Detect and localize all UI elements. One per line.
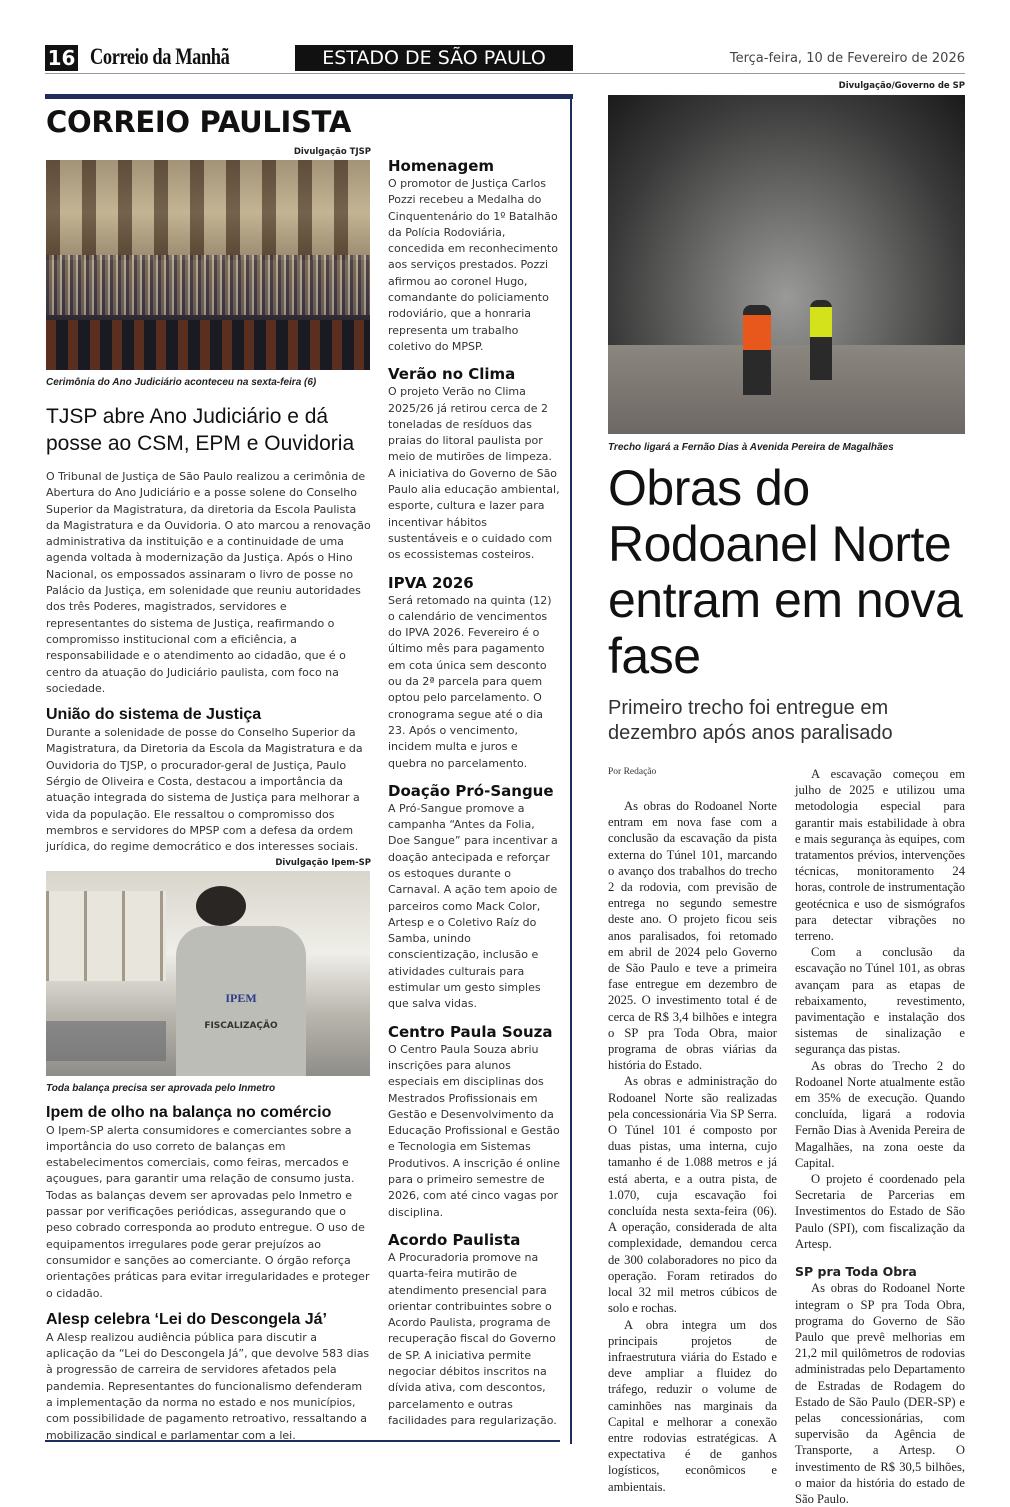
- newspaper-logo: Correio da Manhã: [90, 44, 230, 69]
- photo-caption: Cerimônia do Ano Judiciário aconteceu na sexta-feira (6): [46, 377, 317, 388]
- article-subheading: SP pra Toda Obra: [795, 1264, 917, 1280]
- issue-date: Terça-feira, 10 de Fevereiro de 2026: [729, 51, 965, 66]
- paragraph: As obras do Trecho 2 do Rodoanel Norte atualmente estão em 35% de execução. Quando concluída, ligará a rodovia Fernão Dias à Avenida Pereira de Magalhães, na zona oeste da Capital.: [795, 1058, 965, 1170]
- paragraph: Com a conclusão da escavação no Túnel 101, as obras avançam para as etapas de rebaixamento, revestimento, pavimentação e instalação dos sistemas de sinalização e segurança das pistas.: [795, 945, 965, 1057]
- paragraph: As obras e administração do Rodoanel Norte são realizadas pela concessionária Via SP Serra. O Túnel 101 é composto por duas pistas, uma interna, cujo tamanho é de 1.088 metros e já está aberta, e a outra pista, de 1.070, cuja escavação foi concluída nesta sexta-feira (06). A operação, considerada de alta complexidade, demandou cerca de 300 colaboradores no pico da operação. Foram retirados do local 32 mil metros cúbicos de solo e rochas.: [608, 1074, 777, 1316]
- article-subheading: Ipem de olho na balança no comércio: [46, 1103, 332, 1121]
- main-headline: Obras do Rodoanel Norte entram em nova fase: [608, 460, 963, 684]
- article-column-1: [608, 766, 777, 1507]
- column-kicker: CORREIO PAULISTA: [46, 105, 351, 139]
- article-body: O Tribunal de Justiça de São Paulo realizou a cerimônia de Abertura do Ano Judiciário e a posse solene do Conselho Superior da Magistratura, da diretoria da Escola Paulista da Magistratura e da Ouvidoria. O ato marcou a renovação administrativa da instituição e a continuidade de uma agenda voltada à modernização da Justiça. Após o Hino Nacional, os empossados assinaram o livro de posse no Palácio da Justiça, em solenidade que reuniu autoridades dos três Poderes, magistrados, servidores e representantes do sistema de Justiça, reafirmando o compromisso institucional com a eficiência, a responsabilidade e o atendimento ao cidadão, que é o centro da atuação do Judiciário paulista, com foco na sociedade.: [46, 470, 371, 695]
- note-item: [388, 365, 560, 563]
- inspector-photo: [46, 871, 370, 1076]
- tunnel-photo: [608, 95, 965, 434]
- section-divider: [570, 94, 572, 1444]
- section-top-bar: [45, 94, 573, 99]
- article-headline: TJSP abre Ano Judiciário e dá posse ao CSM, EPM e Ouvidoria: [46, 405, 355, 455]
- paragraph: O projeto é coordenado pela Secretaria de Parcerias em Investimentos do Estado de São Paulo (SPI), com fiscalização da Artesp.: [795, 1172, 965, 1251]
- vest-label-text: FISCALIZAÇÃO: [204, 1020, 278, 1031]
- note-item: [388, 157, 560, 355]
- article-column-2: [795, 766, 965, 1507]
- note-item: [388, 574, 560, 772]
- page-number: 16: [45, 45, 78, 71]
- article-body: O Ipem-SP alerta consumidores e comerciantes sobre a importância do uso correto de balanças em estabelecimentos comerciais, como feiras, mercados e açougues, para garantir uma relação de consumo justa. Todas as balanças devem ser aprovadas pelo Inmetro e passar por verificações periódicas, assegurando que o peso cobrado corresponda ao produto entregue. O uso de equipamentos irregulares pode gerar prejuízos ao consumidor e sanções ao comerciante. O órgão reforça orientações práticas para evitar irregularidades e proteger o cidadão.: [46, 1123, 370, 1300]
- paragraph: As obras do Rodoanel Norte integram o SP pra Toda Obra, programa do Governo de São Paulo que prevê melhorias em 21,2 mil quilômetros de rodovias administradas pelo Departamento de Estradas de Rodagem do Estado de São Paulo (DER-SP) e pelas concessionárias, com supervisão da Agência de Transporte, a Artesp. O investimento de R$ 30,5 bilhões, o maior da história do estado de São Paulo.: [795, 1281, 965, 1506]
- note-title: Homenagem: [388, 157, 495, 175]
- photo-caption: Trecho ligará a Fernão Dias à Avenida Pereira de Magalhães: [608, 442, 894, 453]
- note-title: Acordo Paulista: [388, 1230, 521, 1249]
- note-text: O projeto Verão no Clima 2025/26 já retirou cerca de 2 toneladas de resíduos das praias do litoral paulista por meio de mutirões de limpeza. A iniciativa do Governo de São Paulo alia educação ambiental, esporte, cultura e lazer para incentivar hábitos sustentáveis e o cuidado com os ecossistemas costeiros.: [388, 385, 560, 562]
- paragraph: A escavação começou em julho de 2025 e utilizou uma metodologia especial para garantir mais estabilidade à obra e mais segurança às equipes, com tratamentos prévios, intervenções técnicas, monitoramento 24 horas, controle de instrumentação geotécnica e uso de sismógrafos para detectar vibrações no terreno.: [795, 767, 965, 944]
- section-title: ESTADO DE SÃO PAULO: [295, 45, 573, 71]
- article-subheading: Alesp celebra ‘Lei do Descongela Já’: [46, 1310, 327, 1328]
- note-text: A Procuradoria promove na quarta-feira mutirão de atendimento presencial para orientar contribuintes sobre o Acordo Paulista, programa de recuperação fiscal do Governo de SP. A iniciativa permite negociar débitos inscritos na dívida ativa, com descontos, parcelamento e outras facilidades para regularização.: [388, 1250, 557, 1427]
- notes-column: [388, 150, 560, 1439]
- article-body: A Alesp realizou audiência pública para discutir a aplicação da “Lei do Descongela Já”, que devolve 583 dias à progressão de carreira de servidores afetados pela pandemia. Representantes do funcionalismo defenderam a implementação da norma no estado e nos municípios, com possibilidade de pagamento retroativo, ressaltando a mobilização sindical e parlamentar com a lei.: [46, 1330, 370, 1442]
- note-item: [388, 1023, 560, 1221]
- note-text: Será retomado na quinta (12) o calendário de vencimentos do IPVA 2026. Fevereiro é o último mês para pagamento em cota única sem desconto ou da 2ª parcela para quem optou pelo parcelamento. O cronograma segue até o dia 23. Após o vencimento, incidem multa e juros e quebra no parcelamento.: [388, 593, 552, 770]
- note-item: [388, 782, 560, 1013]
- photo-credit: Divulgação/Governo de SP: [838, 81, 965, 91]
- ceremony-photo: [46, 160, 370, 370]
- left-column: [46, 147, 371, 1444]
- header-rule: [45, 73, 965, 74]
- note-item: [388, 1231, 560, 1429]
- note-title: Doação Pró-Sangue: [388, 781, 554, 800]
- byline: Por Redação: [608, 767, 657, 777]
- note-title: Centro Paula Souza: [388, 1022, 553, 1041]
- vest-logo-text: IPEM: [225, 990, 257, 1005]
- article-body: Durante a solenidade de posse do Conselho Superior da Magistratura, da Diretoria da Escola da Magistratura e da Ouvidoria do TJSP, o procurador-geral de Justiça, Paulo Sérgio de Oliveira e Costa, destacou a importância da atuação integrada do sistema de Justiça para melhorar a vida da população. Ele ressaltou o compromisso dos membros e servidores do MPSP com a defesa da ordem jurídica, do regime democrático e dos interesses sociais.: [46, 726, 363, 854]
- note-text: O promotor de Justiça Carlos Pozzi recebeu a Medalha do Cinquentenário do 1º Batalhão da Polícia Rodoviária, concedida em reconhecimento aos serviços prestados. Pozzi afirmou ao coronel Hugo, comandante do policiamento rodoviário, que a honraria representa um trabalho coletivo do MPSP.: [388, 177, 558, 353]
- photo-credit: Divulgação Ipem-SP: [275, 857, 371, 868]
- note-text: A Pró-Sangue promove a campanha “Antes da Folia, Doe Sangue” para incentivar a doação antecipada e reforçar os estoques durante o Carnaval. A ação tem apoio de parceiros como Mack Color, Artesp e o Coletivo Raíz do Samba, unindo conscientização, inclusão e atividades culturais para estimular um gesto simples que salva vidas.: [388, 801, 558, 1011]
- main-deck: Primeiro trecho foi entregue em dezembro após anos paralisado: [608, 697, 893, 744]
- photo-caption: Toda balança precisa ser aprovada pelo Inmetro: [46, 1082, 276, 1094]
- article-columns: [608, 766, 965, 1507]
- article-subheading: União do sistema de Justiça: [46, 706, 262, 724]
- main-article: [608, 81, 965, 1507]
- paragraph: A obra integra um dos principais projetos de infraestrutura viária do Estado e deve ampliar a fluidez do tráfego, reduzir o volume de caminhões nas marginais da Capital e melhorar a conexão entre rodovias estratégicas. A expectativa é de ganhos logísticos, econômicos e ambientais.: [608, 1317, 777, 1494]
- photo-credit: Divulgação TJSP: [293, 147, 371, 157]
- paragraph: As obras do Rodoanel Norte entram em nova fase com a conclusão da escavação da pista externa do Túnel 101, marcando o avanço dos trabalhos do trecho 2 da rodovia, com previsão de entrega no segundo semestre deste ano. O projeto ficou seis anos paralisados, foi retomado em abril de 2024 pelo Governo de São Paulo e teve a primeira fase entregue em dezembro de 2025. O investimento total é de cerca de R$ 3,4 bilhões e integra o SP pra Toda Obra, maior programa de obras viárias da história do Estado.: [608, 799, 777, 1073]
- note-title: Verão no Clima: [388, 365, 516, 384]
- note-text: O Centro Paula Souza abriu inscrições para alunos especiais em disciplinas dos Mestrados Profissionais em Gestão e Desenvolvimento da Educação Profissional e Gestão e Tecnologia em Sistemas Produtivos. A inscrição é online para o primeiro semestre de 2026, com até cinco vagas por disciplina.: [388, 1042, 560, 1219]
- note-title: IPVA 2026: [388, 573, 474, 592]
